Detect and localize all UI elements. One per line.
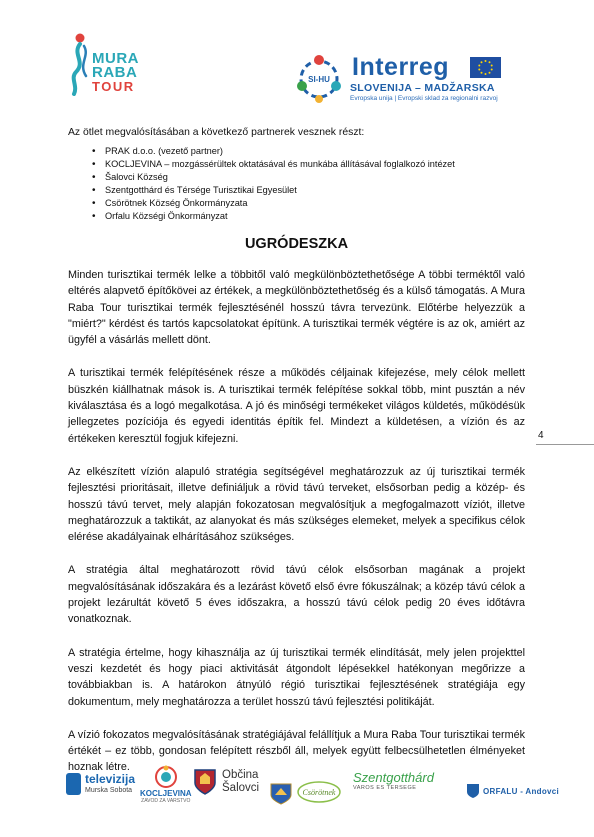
partners-list bbox=[68, 145, 525, 223]
televizija-name: televizija bbox=[85, 772, 136, 786]
csorotnek-logo bbox=[296, 779, 342, 805]
page-number: 4 bbox=[538, 430, 544, 441]
csorotnek-swirl-icon bbox=[296, 779, 342, 805]
televizija-city: Murska Sobota bbox=[85, 787, 133, 794]
page-header bbox=[0, 0, 594, 120]
page-footer bbox=[0, 765, 594, 815]
paragraph: A stratégia értelme, hogy kihasználja az új turisztikai termék elindítását, mely jelen projekttel veszi kezdetét és hogy piaci aktivitását átgondolt lépésekkel hatékonyan megőrizze a továbbiakban is. A határokon átnyúló régió turisztikai fejlesztésének stratégiája egy dokumentum, mely meghatározza a terület hosszú távú fejlesztési politikáját. bbox=[68, 646, 525, 708]
body-text bbox=[68, 267, 525, 793]
orfalu-logo bbox=[466, 783, 559, 799]
obcina-word: Občina bbox=[222, 769, 259, 781]
logo-word-mura: MURA bbox=[92, 50, 139, 67]
partners-intro: Az ötlet megvalósításában a következő partnerek vesznek részt: bbox=[68, 127, 365, 138]
partner-item: • Orfalu Községi Önkormányzat bbox=[92, 210, 525, 223]
paragraph: A stratégia által meghatározott rövid távú célok elsősorban magának a projekt megvalósításának időszakára és a lezárást követő első évre fókuszálnak; a közép távú célok a projekt lezárultát követő 5 éves időszakra, a hosszú távú célok pedig 20 éves időtávra vonatkoznak. bbox=[68, 564, 525, 626]
logo-word-tour: TOUR bbox=[92, 79, 135, 94]
orfalu-crest-icon bbox=[466, 783, 480, 799]
mura-raba-tour-logo bbox=[66, 32, 144, 102]
paragraph: A vízió fokozatos megvalósításának stratégiájával felállítjuk a Mura Raba Tour turisztikai termék értékét – ez több, gondosan felépített részből áll, melyek együtt felbecsülhetetlen élményeket hoznak létre. bbox=[68, 728, 525, 774]
kocljevina-subtitle: ZAVOD ZA VARSTVO bbox=[141, 798, 191, 804]
kocljevina-name: KOCLJEVINA bbox=[140, 789, 192, 798]
partner-item: • KOCLJEVINA – mozgássérültek oktatásával és munkába állításával foglalkozó intézet bbox=[92, 158, 525, 171]
szentgotthard-subtitle: VAROS ES TERSEGE bbox=[353, 785, 417, 791]
partner-item: • Csörötnek Község Önkormányzata bbox=[92, 197, 525, 210]
paragraph: Minden turisztikai termék lelke a többitől való megkülönböztethetősége A többi terméktől való eltérés alapvető építőkövei az értékek, a megkülönböztethetőség és a külső támogatás. A Mura Raba Tour turisztikai termék fejlesztésénél hosszú távra tervezünk. Előtérbe helyezzük a "miért?" kérdést és tartós kapcsolatokat építünk. A turisztikai termék végtére is az ok, amiért az ügyfél a vásárlás mellett dönt. bbox=[68, 269, 525, 347]
szentgotthard-logo bbox=[353, 771, 434, 791]
kocljevina-emblem-icon bbox=[152, 765, 180, 789]
interreg-fund-line: Evropska unija | Evropski sklad za regionalni razvoj bbox=[350, 95, 498, 102]
obcina-salovci-logo bbox=[194, 769, 259, 795]
partner-item: • PRAK d.o.o. (vezető partner) bbox=[92, 145, 525, 158]
municipality-crest-icon bbox=[270, 783, 292, 805]
si-hu-badge-text: SI-HU bbox=[308, 75, 330, 84]
paragraph: A turisztikai termék felépítésének része a működés céljainak kifejezése, mely célok mellett büszkén kiállhatnak mások is. A turisztikai termék felépítése sokkal több, mint pusztán a név kiválasztása és a logó megalkotása. A jó és minőségi termékeket világos küldetés, működésük jellegzetes pozíciója és egyedi identitás építik fel. Mindezt a küldetésen, a vízión és az értékeken keresztül fogjuk kifejezni. bbox=[68, 367, 525, 445]
mura-raba-tour-figure-icon bbox=[66, 32, 92, 96]
televizija-mark-icon bbox=[66, 773, 81, 795]
si-hu-badge-icon bbox=[294, 54, 344, 104]
paragraph: Az elkészített vízión alapuló stratégia segítségével meghatározzuk az új turisztikai termék fejlesztési prioritásait, illetve definiáljuk a rövid távú terveket, elsősorban pedig a közép- és hosszú távú tervet, mely alapján fokozatosan megvalósítjuk a megfogalmazott víziót, illetve meghatározzuk a taktikát, az alanyokat és más szükséges elemeket, melyek a specifikus célok elérése akadályainak elhárításához szükséges. bbox=[68, 465, 525, 544]
interreg-wordmark: Interreg bbox=[352, 53, 450, 81]
salovci-coat-of-arms-icon bbox=[194, 769, 216, 795]
page-number-rule bbox=[536, 444, 594, 445]
orfalu-name: ORFALU - Andovci bbox=[483, 786, 560, 796]
partner-item: • Šalovci Község bbox=[92, 171, 525, 184]
kocljevina-logo bbox=[140, 765, 192, 804]
csorotnek-name: Csörötnek bbox=[302, 788, 336, 797]
section-title: UGRÓDESZKA bbox=[244, 236, 349, 252]
partner-item: • Szentgotthárd és Térsége Turisztikai Egyesület bbox=[92, 184, 525, 197]
interreg-logo bbox=[294, 54, 534, 114]
szentgotthard-name: Szentgotthárd bbox=[353, 770, 434, 785]
interreg-program-name: SLOVENIJA – MADŽARSKA bbox=[350, 82, 495, 94]
logo-word-raba: RABA bbox=[92, 64, 138, 81]
eu-flag-icon bbox=[470, 57, 501, 78]
salovci-word: Šalovci bbox=[222, 782, 260, 794]
page-content bbox=[68, 126, 525, 774]
televizija-logo bbox=[66, 773, 135, 795]
